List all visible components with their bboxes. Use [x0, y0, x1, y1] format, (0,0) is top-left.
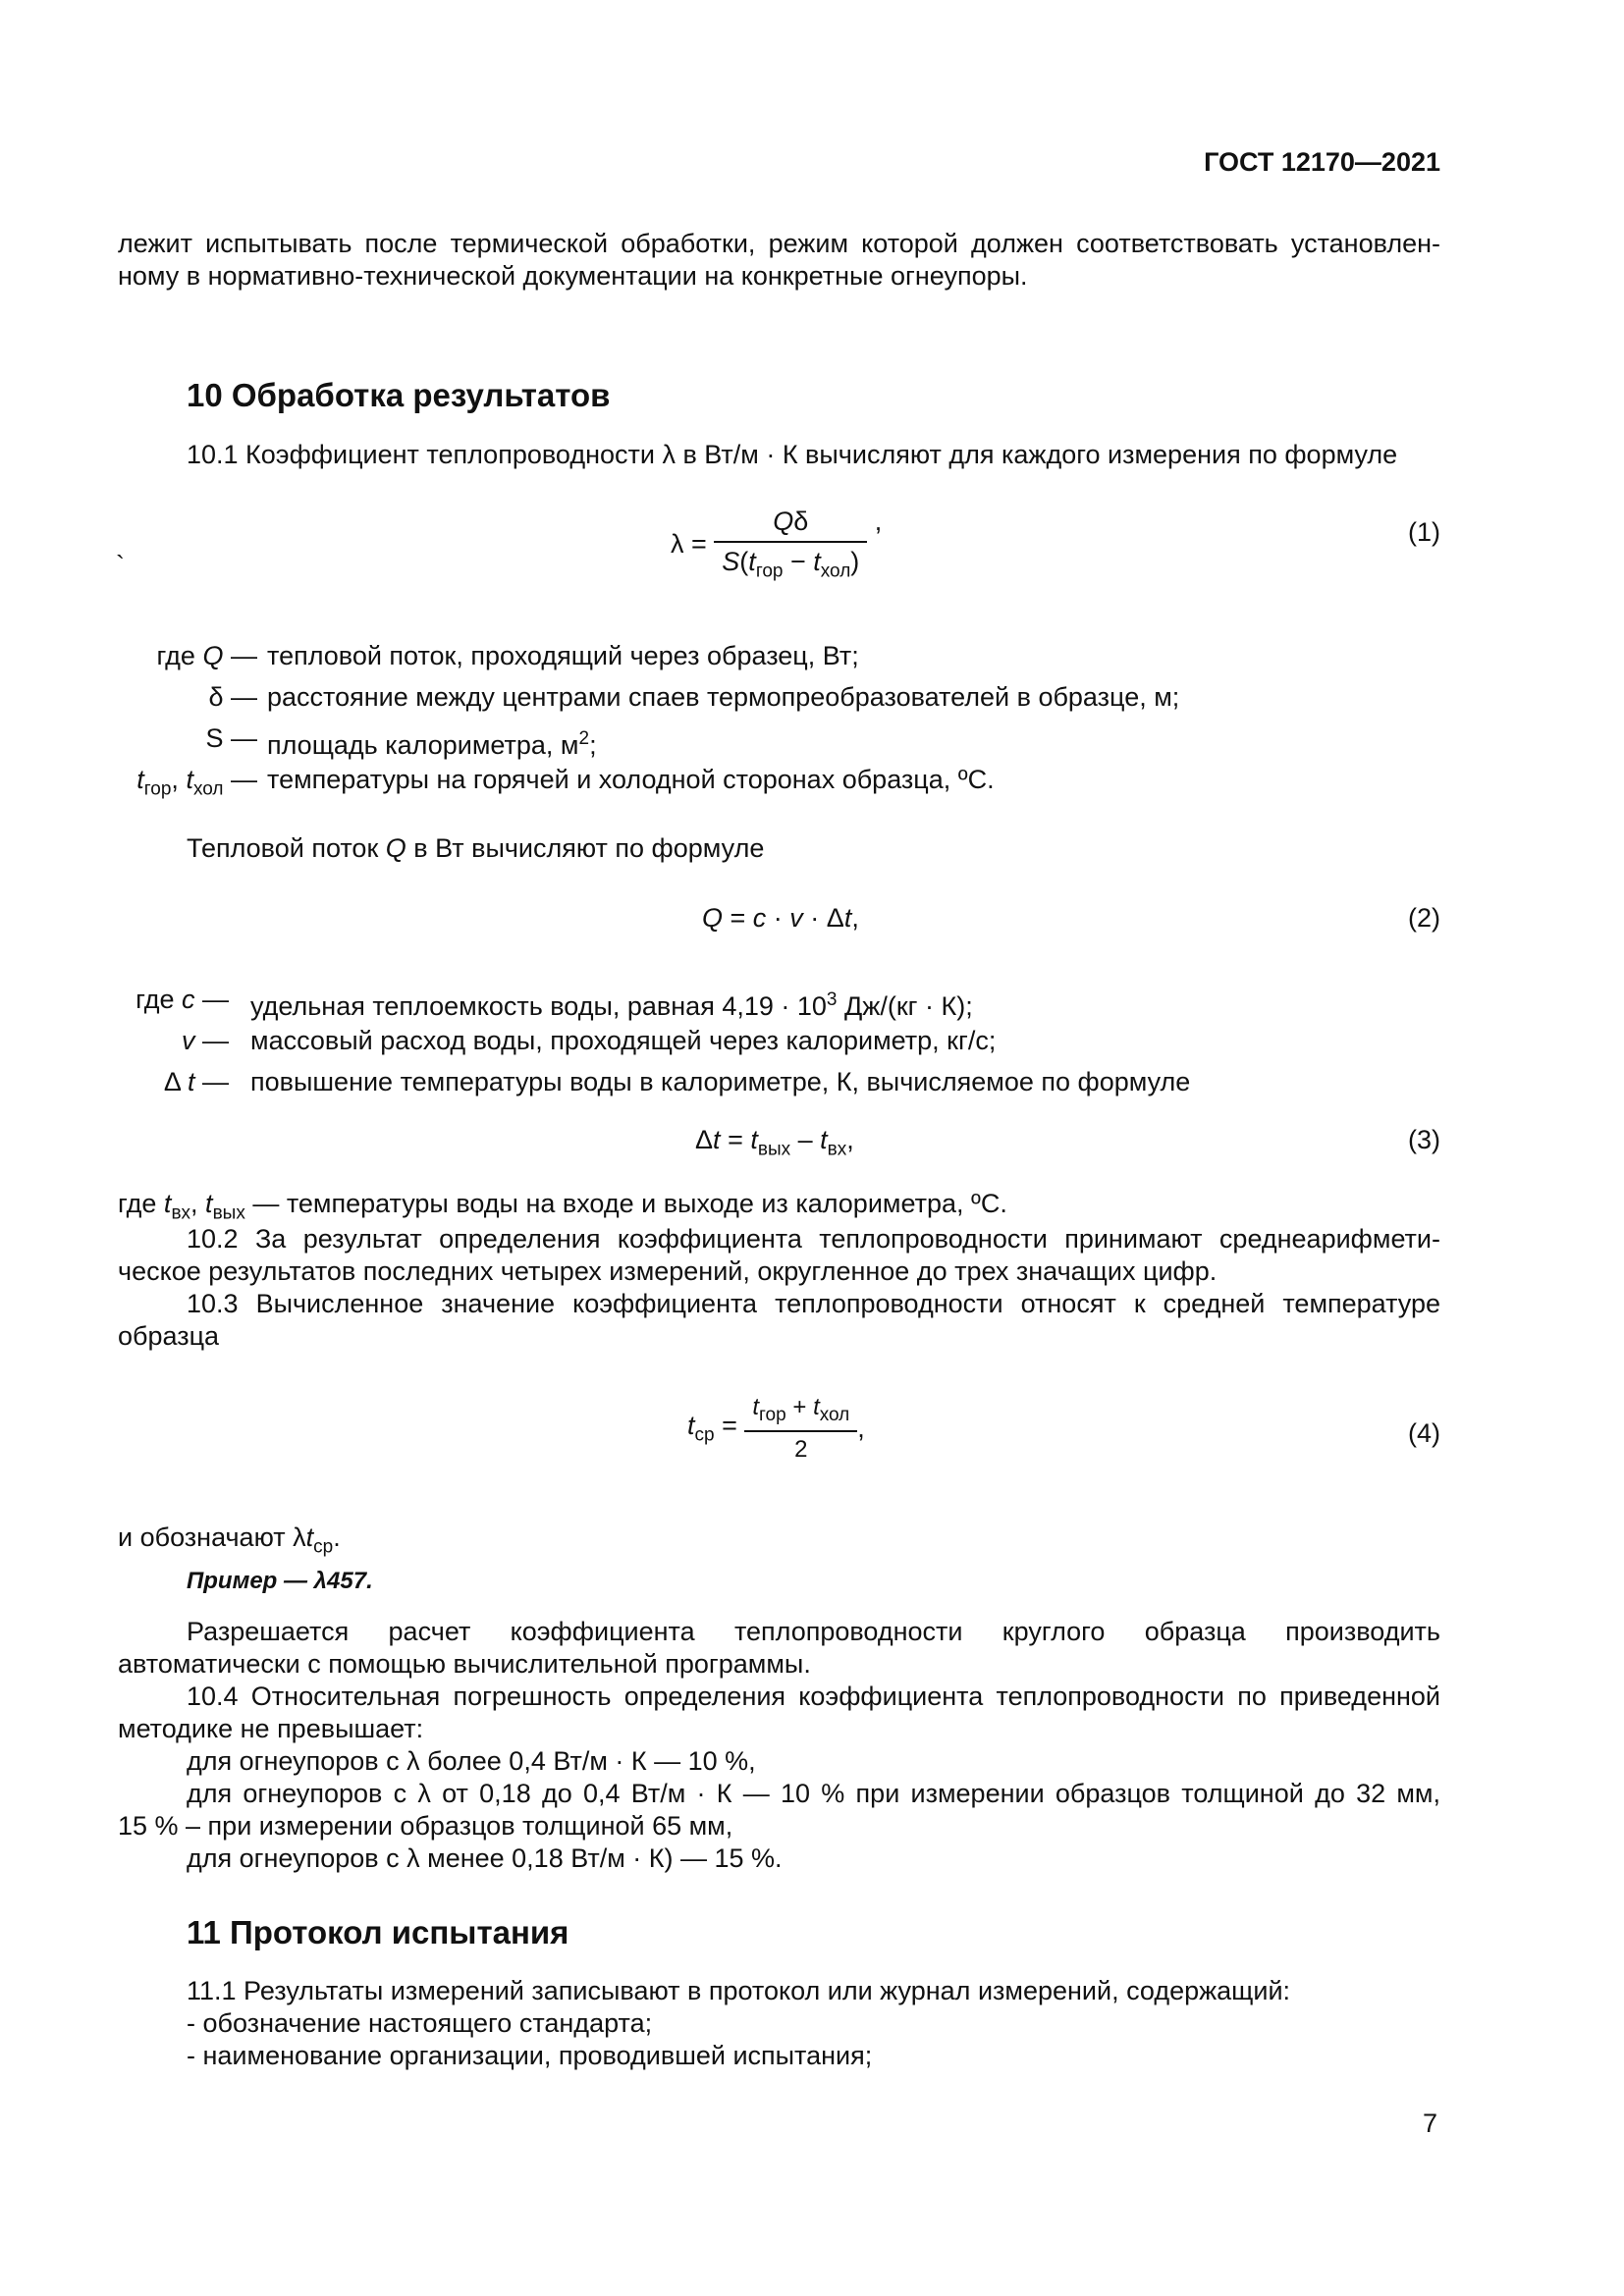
- where-3: где $t_{вх}$, $t_{вых}$ — температуры воды на входе и выходе из калориметра, ºС.: [118, 1189, 1007, 1224]
- auto-line-2: автоматически с помощью вычислительной программы.: [118, 1649, 811, 1679]
- where-text-q: тепловой поток, проходящий через образец, Вт;: [267, 641, 859, 670]
- where-text-v: массовый расход воды, проходящей через калориметр, кг/с;: [250, 1026, 997, 1055]
- error-item-3: для огнеупоров с λ менее 0,18 Вт/м · К) — 15 %.: [187, 1843, 783, 1873]
- example-line: Пример — λ457.: [187, 1568, 373, 1594]
- auto-calc-paragraph: [118, 1616, 1440, 1681]
- error-item-1: для огнеупоров с λ более 0,4 Вт/м · К — 10 %,: [187, 1746, 756, 1776]
- formula-2: Q = c · v · Δt,: [702, 903, 859, 933]
- error-item-2-line-1: для огнеупоров с λ от 0,18 до 0,4 Вт/м · К — 10 % при измерении образцов толщиной до 32 мм,: [187, 1779, 1440, 1808]
- p103-line-2: образца: [118, 1321, 220, 1351]
- denote-line: и обозначают $\lambda t_{ср}$.: [118, 1522, 341, 1558]
- formula-1: λ = $\frac{Q\delta}{S(t_{гор} - t_{хол})}$ ,: [671, 507, 883, 582]
- equation-number-1: (1): [1408, 517, 1440, 547]
- where-label-dt: Δ t —: [163, 1067, 229, 1096]
- equation-number-4: (4): [1408, 1418, 1440, 1448]
- paragraph-10-3: [118, 1288, 1440, 1353]
- intro-line-1: лежит испытывать после термической обработки, режим которой должен соответствовать установлен-: [118, 229, 1440, 258]
- where-label-s: S —: [205, 723, 257, 753]
- document-code: ГОСТ 12170—2021: [1204, 147, 1440, 177]
- error-item-2-line-2: 15 % – при измерении образцов толщиной 65 мм,: [118, 1811, 733, 1841]
- where-label-v: v —: [181, 1026, 229, 1055]
- equation-number-2: (2): [1408, 903, 1440, 933]
- p104-line-1: 10.4 Относительная погрешность определения коэффициента теплопроводности по приведенной: [187, 1682, 1440, 1711]
- where-text-dt: повышение температуры воды в калориметре, К, вычисляемое по формуле: [250, 1067, 1191, 1096]
- paragraph-11-1: 11.1 Результаты измерений записывают в протокол или журнал измерений, содержащий:: [187, 1976, 1291, 2005]
- section-11-title: 11 Протокол испытания: [187, 1914, 569, 1950]
- where-label-delta: δ —: [208, 682, 257, 712]
- p103-line-1: 10.3 Вычисленное значение коэффициента теплопроводности относят к средней температуре: [187, 1289, 1440, 1318]
- heat-flow-intro: Тепловой поток Q в Вт вычисляют по формуле: [187, 833, 765, 863]
- intro-paragraph: [118, 228, 1440, 293]
- where-label-temps: $t_{гор}$, $t_{хол}$ —: [136, 765, 257, 800]
- where-label-c: где c —: [135, 985, 229, 1014]
- formula-4: $t_{ср}$ = $\frac{t_{гор} + t_{хол}}{2}$ ,: [687, 1394, 865, 1463]
- where-text-s: площадь калориметра, $м^2$;: [267, 728, 597, 760]
- where-label-q: где Q —: [156, 641, 257, 670]
- formula-3: $\Delta t = t_{вых} - t_{вх}$,: [695, 1125, 854, 1160]
- p104-line-2: методике не превышает:: [118, 1714, 424, 1743]
- section-10-title: 10 Обработка результатов: [187, 377, 611, 413]
- paragraph-10-2: [118, 1223, 1440, 1288]
- paragraph-10-4: [118, 1681, 1440, 1875]
- stray-mark: `: [116, 551, 125, 580]
- list-item: - обозначение настоящего стандарта;: [187, 2008, 653, 2038]
- where-text-c: удельная теплоемкость воды, равная $4,19 \cdot 10^3$ Дж/(кг · К);: [250, 989, 973, 1021]
- list-item: - наименование организации, проводившей испытания;: [187, 2041, 873, 2070]
- auto-line-1: Разрешается расчет коэффициента теплопроводности круглого образца производить: [187, 1617, 1440, 1646]
- equation-number-3: (3): [1408, 1125, 1440, 1154]
- p102-line-2: ческое результатов последних четырех измерений, округленное до трех значащих цифр.: [118, 1256, 1218, 1286]
- where-3-text: температуры воды на входе и выходе из калориметра, ºС.: [286, 1189, 1007, 1218]
- p102-line-1: 10.2 За результат определения коэффициента теплопроводности принимают среднеарифмети-: [187, 1224, 1440, 1254]
- paragraph-10-1: 10.1 Коэффициент теплопроводности λ в Вт/м · К вычисляют для каждого измерения по формуле: [187, 440, 1398, 469]
- page-number: 7: [1422, 2109, 1437, 2138]
- where-text-delta-visible: расстояние между центрами спаев термопреобразователей в образце, м;: [267, 682, 1180, 712]
- intro-line-2: ному в нормативно-технической документации на конкретные огнеупоры.: [118, 261, 1028, 291]
- where-text-temps: температуры на горячей и холодной сторонах образца, ºС.: [267, 765, 995, 794]
